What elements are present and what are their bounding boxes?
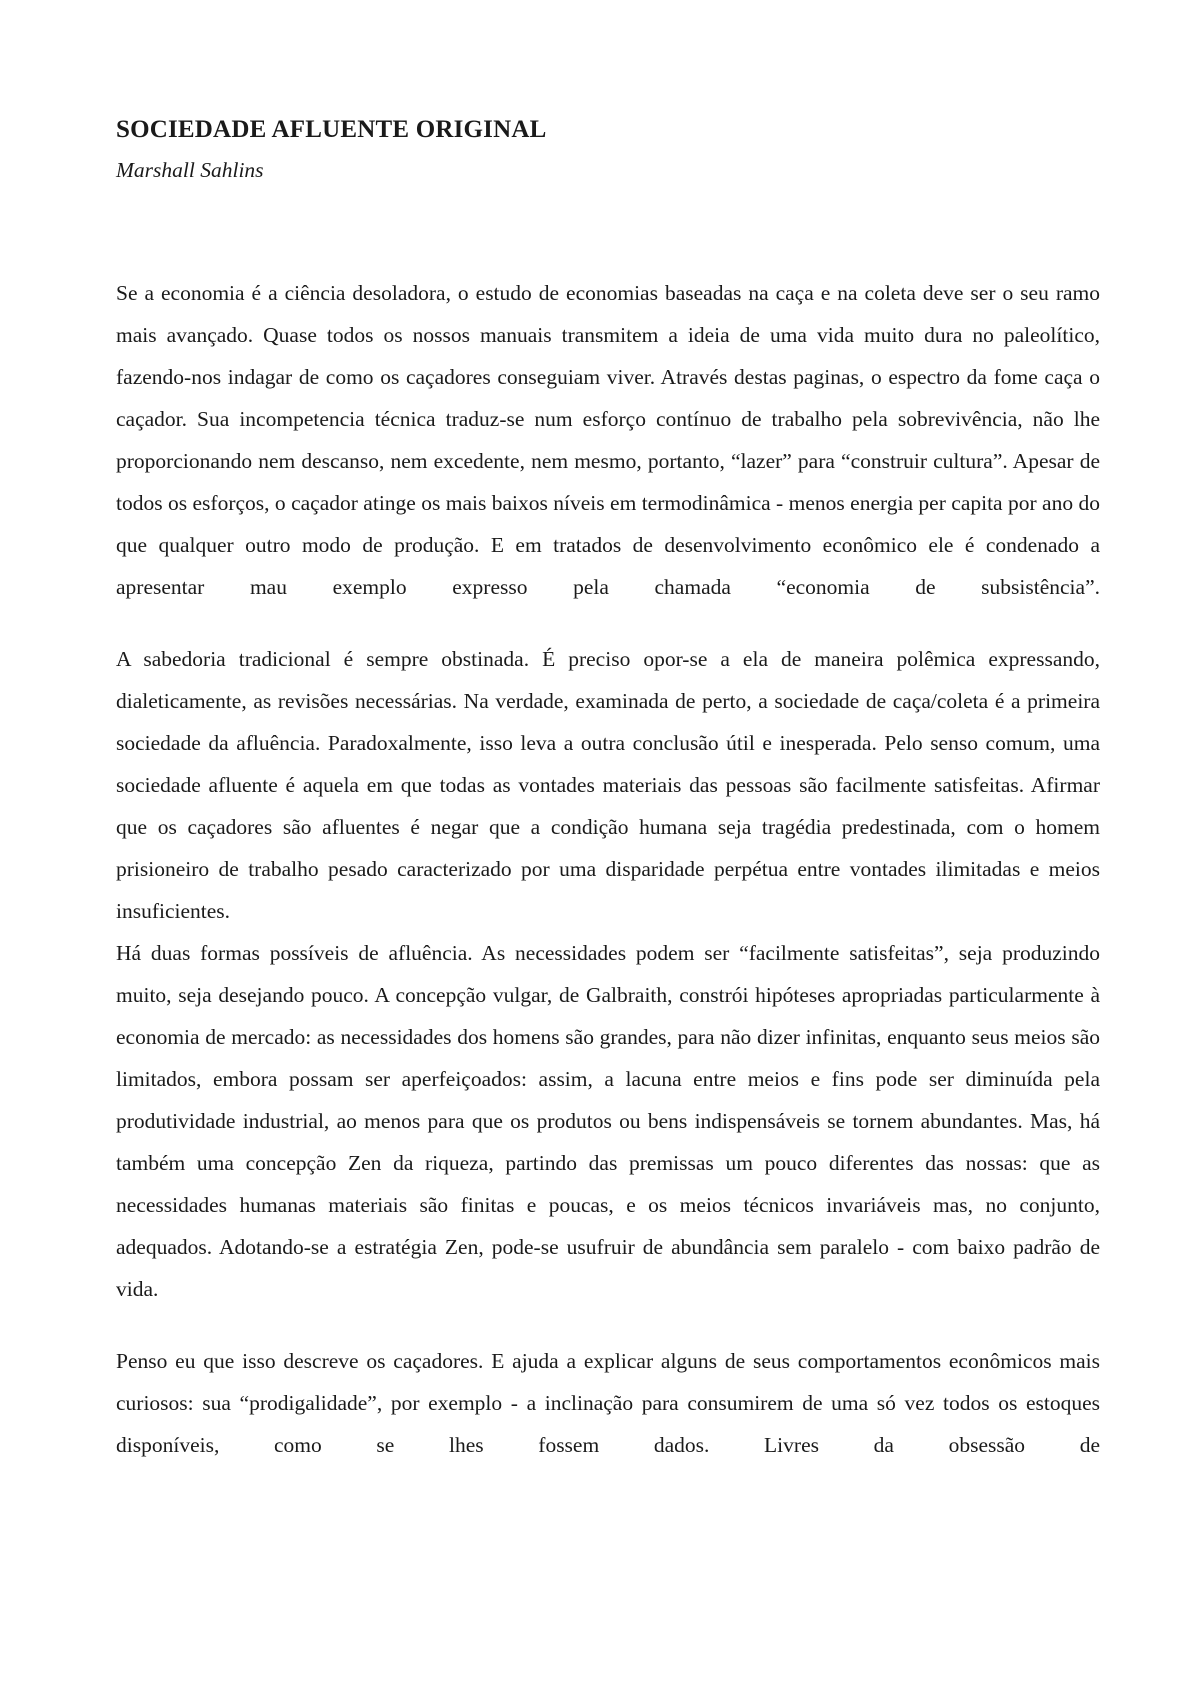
document-author: Marshall Sahlins [116, 158, 264, 182]
document-page [116, 112, 1100, 1466]
paragraph-1: Se a economia é a ciência desoladora, o estudo de economias baseadas na caça e na coleta deve ser o seu ramo mais avançado. Quase todos os nossos manuais transmitem a ideia de uma vida muito dura no paleolítico, fazendo-nos indagar de como os caçadores conseguiam viver. Através destas paginas, o espectro da fome caça o caçador. Sua incompetencia técnica traduz-se num esforço contínuo de trabalho pela sobrevivência, não lhe proporcionando nem descanso, nem excedente, nem mesmo, portanto, “lazer” para “construir cultura”. Apesar de todos os esforços, o caçador atinge os mais baixos níveis em termodinâmica - menos energia per capita por ano do que qualquer outro modo de produção. E em tratados de desenvolvimento econômico ele é condenado a apresentar mau exemplo expresso pela chamada “economia de subsistência”. [116, 281, 1100, 599]
paragraph-3: Há duas formas possíveis de afluência. As necessidades podem ser “facilmente satisfeitas”, seja produzindo muito, seja desejando pouco. A concepção vulgar, de Galbraith, constrói hipóteses apropriadas particularmente à economia de mercado: as necessidades dos homens são grandes, para não dizer infinitas, enquanto seus meios são limitados, embora possam ser aperfeiçoados: assim, a lacuna entre meios e fins pode ser diminuída pela produtividade industrial, ao menos para que os produtos ou bens indispensáveis se tornem abundantes. Mas, há também uma concepção Zen da riqueza, partindo das premissas um pouco diferentes das nossas: que as necessidades humanas materiais são finitas e poucas, e os meios técnicos invariáveis mas, no conjunto, adequados. Adotando-se a estratégia Zen, pode-se usufruir de abundância sem paralelo - com baixo padrão de vida. [116, 941, 1100, 1301]
document-title: SOCIEDADE AFLUENTE ORIGINAL [116, 116, 547, 143]
paragraph-4: Penso eu que isso descreve os caçadores. E ajuda a explicar alguns de seus comportamentos econômicos mais curiosos: sua “prodigalidade”, por exemplo - a inclinação para consumirem de uma só vez todos os estoques disponíveis, como se lhes fossem dados. Livres da obsessão de [116, 1349, 1100, 1457]
paragraph-2: A sabedoria tradicional é sempre obstinada. É preciso opor-se a ela de maneira polêmica expressando, dialeticamente, as revisões necessárias. Na verdade, examinada de perto, a sociedade de caça/coleta é a primeira sociedade da afluência. Paradoxalmente, isso leva a outra conclusão útil e inesperada. Pelo senso comum, uma sociedade afluente é aquela em que todas as vontades materiais das pessoas são facilmente satisfeitas. Afirmar que os caçadores são afluentes é negar que a condição humana seja tragédia predestinada, com o homem prisioneiro de trabalho pesado caracterizado por uma disparidade perpétua entre vontades ilimitadas e meios insuficientes. [116, 647, 1100, 923]
